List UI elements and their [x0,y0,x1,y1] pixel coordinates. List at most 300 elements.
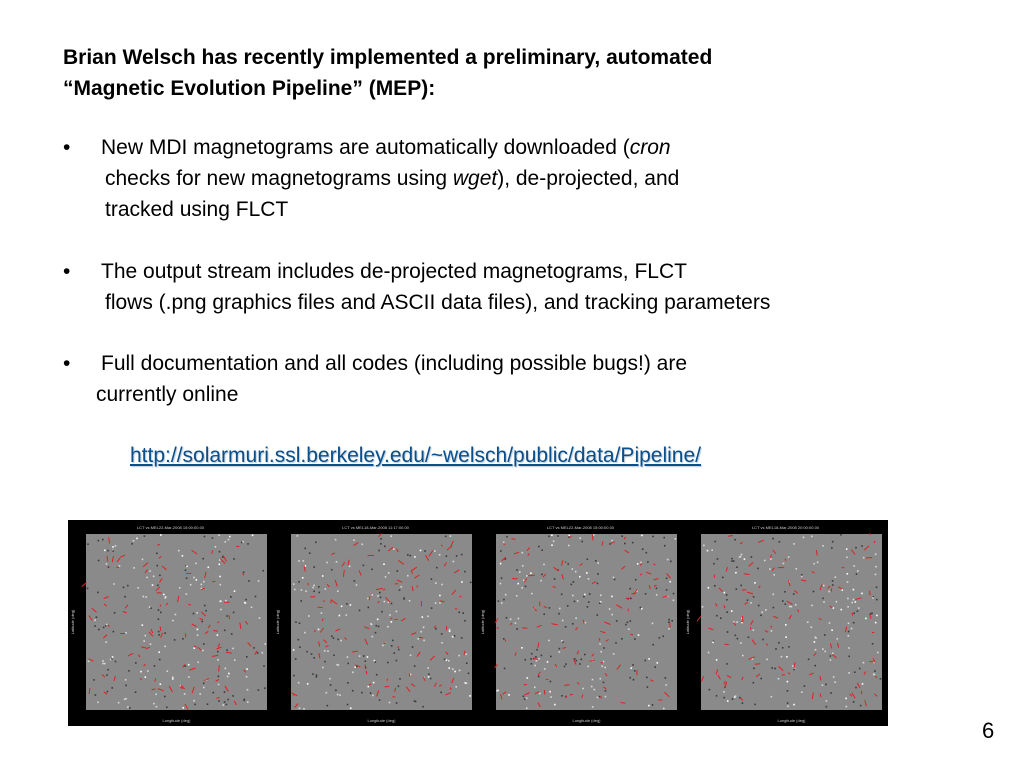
magnetic-speckle [444,659,446,661]
cron-term: cron [629,136,671,159]
magnetic-speckle [225,668,227,670]
magnetic-speckle [172,620,174,622]
magnetic-speckle [412,646,414,648]
magnetic-speckle [526,575,528,577]
magnetic-speckle [331,569,333,571]
magnetic-speckle [503,638,505,640]
magnetic-speckle [371,624,373,626]
magnetic-speckle [831,547,833,549]
panel-x-label: Longitude (deg) [162,718,191,723]
flow-vector [771,555,772,559]
magnetic-speckle [337,694,339,696]
magnetic-speckle [201,584,203,586]
magnetic-speckle [335,539,337,541]
magnetic-speckle [127,585,129,587]
magnetogram-field [701,534,882,710]
magnetic-speckle [440,692,442,694]
magnetic-speckle [219,564,221,566]
magnetic-speckle [817,562,819,564]
magnetic-speckle [731,610,733,612]
magnetic-speckle [813,591,815,593]
magnetic-speckle [370,692,372,694]
magnetic-speckle [735,635,737,637]
magnetic-speckle [668,619,670,621]
magnetic-speckle [823,585,825,587]
magnetic-speckle [111,687,113,689]
magnetic-speckle [872,597,874,599]
magnetic-speckle [757,568,759,570]
magnetic-speckle [702,606,704,608]
magnetic-speckle [435,602,437,604]
magnetic-speckle [646,552,648,554]
magnetic-speckle [361,692,363,694]
magnetic-speckle [113,583,115,585]
magnetic-speckle [466,662,468,664]
magnetic-speckle [714,541,716,543]
magnetic-speckle [723,697,725,699]
magnetic-speckle [841,609,843,611]
magnetic-speckle [316,676,318,678]
magnetic-speckle [640,562,642,564]
magnetic-speckle [208,567,210,569]
magnetic-speckle [579,537,581,539]
magnetic-speckle [423,627,425,629]
magnetic-speckle [218,676,220,678]
magnetic-speckle [793,543,795,545]
magnetic-speckle [185,665,187,667]
flow-vector [409,674,410,677]
magnetic-speckle [630,620,632,622]
magnetic-speckle [657,662,659,664]
magnetic-speckle [146,577,148,579]
magnetic-speckle [663,708,665,710]
magnetic-speckle [380,538,382,540]
magnetic-speckle [581,659,583,661]
magnetic-speckle [140,671,142,673]
magnetic-speckle [143,596,145,598]
magnetic-speckle [814,641,816,643]
magnetic-speckle [107,691,109,693]
magnetic-speckle [385,576,387,578]
magnetic-speckle [875,566,877,568]
magnetic-speckle [740,585,742,587]
magnetic-speckle [814,665,816,667]
magnetic-speckle [464,620,466,622]
magnetic-speckle [871,613,873,615]
magnetic-speckle [145,596,147,598]
magnetogram-field [496,534,677,710]
bullet-1-line-1 [101,132,671,163]
magnetic-speckle [347,656,349,658]
magnetic-speckle [218,684,220,686]
magnetic-speckle [726,611,728,613]
magnetic-speckle [365,660,367,662]
magnetic-speckle [149,606,151,608]
magnetic-speckle [848,631,850,633]
magnetic-speckle [293,583,295,585]
magnetic-speckle [621,638,623,640]
magnetic-speckle [736,566,738,568]
magnetic-speckle [98,540,100,542]
magnetic-speckle [723,691,725,693]
magnetic-speckle [609,608,611,610]
magnetic-speckle [773,607,775,609]
magnetic-speckle [403,597,405,599]
magnetic-speckle [568,545,570,547]
magnetic-speckle [252,535,254,537]
magnetic-speckle [247,689,249,691]
magnetic-speckle [219,551,221,553]
magnetic-speckle [190,584,192,586]
magnetic-speckle [158,651,160,653]
magnetic-speckle [535,656,537,658]
magnetic-speckle [306,651,308,653]
panel-x-label: Longitude (deg) [572,718,601,723]
magnetic-speckle [185,570,187,572]
magnetic-speckle [670,561,672,563]
magnetic-speckle [500,563,502,565]
magnetic-speckle [226,615,228,617]
magnetic-speckle [605,690,607,692]
magnetic-speckle [97,592,99,594]
magnetic-speckle [225,600,227,602]
magnetic-speckle [333,637,335,639]
magnetic-speckle [461,581,463,583]
magnetic-speckle [303,708,305,710]
magnetic-speckle [368,686,370,688]
magnetic-speckle [160,683,162,685]
magnetic-speckle [113,631,115,633]
magnetic-speckle [389,702,391,704]
magnetic-speckle [503,542,505,544]
magnetic-speckle [361,544,363,546]
bullet-glyph: • [63,260,71,283]
magnetic-speckle [853,613,855,615]
magnetogram-field [86,534,267,710]
magnetic-speckle [525,586,527,588]
magnetic-speckle [330,684,332,686]
bullet-glyph: • [63,352,71,375]
magnetic-speckle [851,602,853,604]
magnetic-speckle [248,580,250,582]
magnetic-speckle [559,648,561,650]
magnetic-speckle [164,646,166,648]
magnetic-speckle [659,637,661,639]
magnetic-speckle [104,550,106,552]
magnetic-speckle [349,566,351,568]
magnetic-speckle [201,621,203,623]
bullet-glyph: • [63,136,71,159]
magnetic-speckle [853,622,855,624]
magnetic-speckle [194,704,196,706]
magnetic-speckle [384,546,386,548]
magnetic-speckle [452,636,454,638]
magnetic-speckle [611,614,613,616]
flow-vector [544,690,545,695]
magnetic-speckle [319,592,321,594]
magnetic-speckle [815,637,817,639]
magnetic-speckle [742,702,744,704]
flow-vector [512,539,516,540]
magnetic-speckle [600,595,602,597]
magnetic-speckle [538,676,540,678]
magnetic-speckle [501,602,503,604]
magnetic-speckle [470,582,472,584]
bullet-1-text: New MDI magnetograms are automatically downloaded ( [101,136,630,159]
magnetic-speckle [172,676,174,678]
magnetic-speckle [112,546,114,548]
magnetic-speckle [630,598,632,600]
magnetic-speckle [94,625,96,627]
magnetic-speckle [550,696,552,698]
magnetic-speckle [346,603,348,605]
title-line-1: Brian Welsch has recently implemented a preliminary, automated [63,46,713,69]
magnetic-speckle [234,659,236,661]
magnetic-speckle [441,633,443,635]
magnetic-speckle [439,602,441,604]
magnetic-speckle [392,640,394,642]
magnetic-speckle [599,602,601,604]
magnetic-speckle [449,631,451,633]
magnetic-speckle [424,550,426,552]
magnetic-speckle [652,536,654,538]
magnetic-speckle [624,543,626,545]
magnetogram-panel-4 [683,520,888,726]
magnetic-speckle [125,698,127,700]
magnetic-speckle [572,623,574,625]
magnetic-speckle [765,609,767,611]
magnetic-speckle [587,606,589,608]
magnetic-speckle [773,574,775,576]
magnetic-speckle [666,589,668,591]
bullet-1-line-3: tracked using FLCT [105,198,289,221]
magnetic-speckle [521,587,523,589]
magnetic-speckle [592,706,594,708]
magnetic-speckle [847,581,849,583]
magnetic-speckle [133,540,135,542]
magnetic-speckle [232,695,234,697]
magnetic-speckle [372,695,374,697]
magnetic-speckle [468,673,470,675]
panel-caption: LCT vs MEL18-Mar-2008 11:17:00.00 [342,525,409,530]
bullet-2-line-1: The output stream includes de-projected magnetograms, FLCT [101,260,687,283]
flow-vector [728,536,733,537]
magnetic-speckle [589,593,591,595]
magnetic-speckle [452,668,454,670]
magnetic-speckle [127,706,129,708]
magnetic-speckle [772,538,774,540]
magnetic-speckle [503,599,505,601]
magnetic-speckle [538,546,540,548]
magnetic-speckle [346,614,348,616]
magnetic-speckle [458,612,460,614]
magnetic-speckle [855,687,857,689]
magnetic-speckle [530,572,532,574]
magnetic-speckle [834,681,836,683]
magnetic-speckle [145,676,147,678]
magnetic-speckle [572,568,574,570]
magnetic-speckle [159,575,161,577]
panel-y-label: Latitude (deg) [480,609,485,635]
magnetic-speckle [804,685,806,687]
magnetic-speckle [536,649,538,651]
magnetic-speckle [450,535,452,537]
magnetic-speckle [414,556,416,558]
magnetic-speckle [597,697,599,699]
magnetic-speckle [654,666,656,668]
magnetic-speckle [313,585,315,587]
magnetic-speckle [853,589,855,591]
magnetic-speckle [857,570,859,572]
magnetic-speckle [803,537,805,539]
magnetic-speckle [727,700,729,702]
magnetic-speckle [787,706,789,708]
magnetic-speckle [363,655,365,657]
magnetic-speckle [801,691,803,693]
magnetic-speckle [341,606,343,608]
magnetic-speckle [461,637,463,639]
magnetic-speckle [299,707,301,709]
magnetic-speckle [202,558,204,560]
magnetic-speckle [531,653,533,655]
magnetic-speckle [107,669,109,671]
magnetic-speckle [824,651,826,653]
magnetic-speckle [193,613,195,615]
magnetic-speckle [716,659,718,661]
magnetic-speckle [352,672,354,674]
magnetic-speckle [830,655,832,657]
magnetic-speckle [813,563,815,565]
magnetic-speckle [496,690,498,692]
magnetic-speckle [822,598,824,600]
magnetic-speckle [390,535,392,537]
magnetic-speckle [135,662,137,664]
bullet-1-text: ), de-projected, and [497,167,680,190]
magnetic-speckle [164,632,166,634]
flow-vector [654,564,656,565]
flow-vector [236,546,239,547]
flow-vector [724,644,728,645]
magnetic-speckle [506,536,508,538]
magnetic-speckle [669,581,671,583]
magnetic-speckle [174,639,176,641]
magnetic-speckle [337,639,339,641]
magnetic-speckle [217,634,219,636]
magnetic-speckle [640,607,642,609]
magnetic-speckle [876,599,878,601]
magnetic-speckle [645,593,647,595]
magnetic-speckle [557,535,559,537]
magnetic-speckle [824,634,826,636]
magnetic-speckle [846,706,848,708]
magnetic-speckle [233,558,235,560]
magnetic-speckle [218,535,220,537]
magnetic-speckle [128,670,130,672]
magnetic-speckle [352,690,354,692]
magnetic-speckle [202,650,204,652]
magnetogram-panel-3 [478,520,683,726]
magnetic-speckle [439,554,441,556]
magnetic-speckle [500,583,502,585]
flow-vector [419,637,423,638]
magnetic-speckle [381,611,383,613]
magnetic-speckle [628,628,630,630]
magnetic-speckle [586,572,588,574]
magnetic-speckle [375,632,377,634]
magnetic-speckle [246,656,248,658]
magnetic-speckle [449,629,451,631]
magnetic-speckle [423,640,425,642]
magnetic-speckle [603,647,605,649]
magnetic-speckle [417,638,419,640]
magnetic-speckle [135,691,137,693]
magnetic-speckle [632,664,634,666]
panel-y-label: Latitude (deg) [685,609,690,635]
magnetic-speckle [384,601,386,603]
magnetic-speckle [115,661,117,663]
magnetic-speckle [656,594,658,596]
pipeline-url-link[interactable]: http://solarmuri.ssl.berkeley.edu/~welsch/public/data/Pipeline/ [130,444,701,467]
magnetic-speckle [353,539,355,541]
magnetic-speckle [753,682,755,684]
magnetic-speckle [409,600,411,602]
bullet-item-1 [63,132,963,227]
magnetic-speckle [145,635,147,637]
magnetic-speckle [244,602,246,604]
magnetic-speckle [103,627,105,629]
magnetic-speckle [102,660,104,662]
magnetic-speckle [104,663,106,665]
magnetic-speckle [621,535,623,537]
magnetic-speckle [600,651,602,653]
magnetic-speckle [153,576,155,578]
magnetic-speckle [769,568,771,570]
magnetic-speckle [188,676,190,678]
flow-vector [323,601,325,602]
magnetic-speckle [397,570,399,572]
magnetic-speckle [632,542,634,544]
magnetic-speckle [726,599,728,601]
magnetic-speckle [184,693,186,695]
magnetic-speckle [363,565,365,567]
magnetic-speckle [876,587,878,589]
magnetic-speckle [446,555,448,557]
magnetic-speckle [873,673,875,675]
magnetic-speckle [380,543,382,545]
magnetic-speckle [585,622,587,624]
magnetic-speckle [377,595,379,597]
magnetic-speckle [124,596,126,598]
magnetic-speckle [778,642,780,644]
magnetic-speckle [253,647,255,649]
magnetic-speckle [123,587,125,589]
magnetic-speckle [371,569,373,571]
magnetic-speckle [629,588,631,590]
panel-caption: LCT vs MEL18-Mar-2008 20:00:00.00 [751,525,820,530]
magnetic-speckle [616,620,618,622]
magnetic-speckle [848,656,850,658]
magnetic-speckle [325,588,327,590]
magnetic-speckle [597,562,599,564]
magnetic-speckle [847,598,849,600]
magnetic-speckle [435,628,437,630]
flow-vector [395,688,396,692]
magnetic-speckle [648,658,650,660]
magnetic-speckle [713,563,715,565]
magnetic-speckle [666,578,668,580]
magnetic-speckle [333,655,335,657]
magnetic-speckle [199,693,201,695]
